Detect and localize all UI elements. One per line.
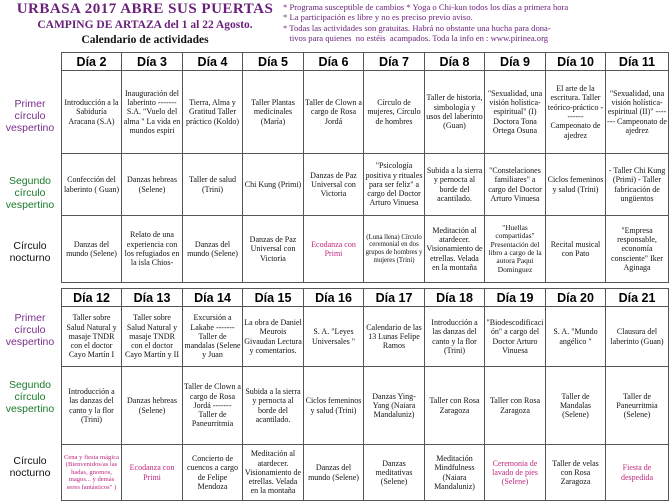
activity-cell: Taller de Paneurritmia (Selene): [606, 367, 669, 445]
activity-cell: Danzas Ying-Yang (Naiara Mandaluniz): [364, 367, 425, 445]
note-line: tivos para quienes no estéis acampados. Toda la info en : www.pirinea.org: [283, 33, 549, 44]
activity-cell: Ecodanza con Primi: [304, 216, 364, 283]
day-header: Día 9: [485, 53, 546, 71]
activity-cell: Subida a la sierra y pernocta al borde del acantilado.: [425, 154, 485, 216]
activity-cell: Danzas de Paz Universal con Victoria: [243, 216, 304, 283]
activity-cell: Cena y fiesta mágica (Bienvenidos/as las hadas, gnomos, magos... y demás seres fantásticos" ): [62, 445, 122, 501]
activity-cell: Taller con Rosa Zaragoza: [425, 367, 485, 445]
activity-cell: Danzas del mundo (Selene): [62, 216, 122, 283]
activity-cell: S. A. "Leyes Universales ": [304, 307, 364, 367]
day-header: Día 6: [304, 53, 364, 71]
activity-cell: Ceremonia de lavado de pies (Selene): [485, 445, 546, 501]
page-subtitle: CAMPING DE ARTAZA del 1 al 22 Agosto.: [37, 19, 253, 31]
row-label-segundo-w2: Segundo círculo vespertino: [5, 379, 55, 415]
row-label-nocturno-w1: Círculo nocturno: [9, 240, 51, 264]
calendar-title: Calendario de actividades: [81, 34, 209, 46]
activity-cell: Chi Kung (Primi): [243, 154, 304, 216]
day-header: Día 4: [183, 53, 243, 71]
activity-cell: Inauguración del laberinto ------- S.A. "Vuelo del alma " La vida en mundos espiri: [122, 71, 183, 154]
note-line: * Todas las actividades son gratuitas. Habrá no obstante una hucha para dona-: [283, 22, 551, 33]
activity-cell: Meditación al atardecer. Visionamiento de etrellas. Velada en la montaña: [243, 445, 304, 501]
activity-cell: Introducción a la Sabiduría Aracana (S.A): [62, 71, 122, 154]
activity-cell: Taller Plantas medicinales (María): [243, 71, 304, 154]
activity-cell: Meditación Mindfulness (Naiara Mandaluniz): [425, 445, 485, 501]
activity-cell: Danzas meditativas (Selene): [364, 445, 425, 501]
activity-cell: Ciclos femeninos y salud (Trini): [304, 367, 364, 445]
activity-cell: "Sexualidad, una visión holística-espiritual (II)" ------- Campeonato de ajedrez: [606, 71, 669, 154]
day-header: Día 15: [243, 289, 304, 307]
activity-cell: Danzas del mundo (Selene): [183, 216, 243, 283]
day-header: Día 7: [364, 53, 425, 71]
calendar-week-2: [61, 288, 669, 501]
day-header: Día 13: [122, 289, 183, 307]
activity-cell: Relato de una experiencia con los refugiados en la isla Chios-: [122, 216, 183, 283]
day-header: Día 5: [243, 53, 304, 71]
activity-cell: Taller con Rosa Zaragoza: [485, 367, 546, 445]
activity-cell: Taller de velas con Rosa Zaragoza: [546, 445, 606, 501]
day-header: Día 17: [364, 289, 425, 307]
day-header: Día 11: [606, 53, 669, 71]
row-label-primer-w1: Primer círculo vespertino: [5, 98, 55, 134]
activity-cell: Confección del laberinto ( Guan): [62, 154, 122, 216]
activity-cell: Taller sobre Salud Natural y masaje TNDR con el doctor Cayo Martín y II: [122, 307, 183, 367]
note-line: * La participación es libre y no es preciso previo aviso.: [283, 12, 473, 23]
day-header: Día 8: [425, 53, 485, 71]
activity-cell: El arte de la escritura. Taller teórico-práctico ------- Campeonato de ajedrez: [546, 71, 606, 154]
note-line: * Programa susceptible de cambios * Yoga o Chi-kun todos los días a primera hora: [283, 2, 569, 12]
activity-cell: Fiesta de despedida: [606, 445, 669, 501]
day-header: Día 2: [62, 53, 122, 71]
activity-cell: Tierra, Alma y Gratitud Taller práctico (Koldo): [183, 71, 243, 154]
calendar-week-1: [61, 52, 669, 283]
activity-cell: Taller de Clown a cargo de Rosa Jordá: [304, 71, 364, 154]
activity-cell: Danzas de Paz Universal con Victoria: [304, 154, 364, 216]
activity-cell: La obra de Daniel Meurois Givaudan Lectura y comentarios.: [243, 307, 304, 367]
activity-cell: "Constelaciones familiares" a cargo del Doctor Arturo Vinuesa: [485, 154, 546, 216]
row-label-primer-w2: Primer círculo vespertino: [5, 312, 55, 348]
activity-cell: Taller de Clown a cargo de Rosa Jordá ------- Taller de Paneurritmia: [183, 367, 243, 445]
activity-cell: Recital musical con Pato: [546, 216, 606, 283]
activity-cell: Taller de salud (Trini): [183, 154, 243, 216]
activity-cell: Ecodanza con Primi: [122, 445, 183, 501]
activity-cell: Taller de historia, simbología y usos del laberinto (Guan): [425, 71, 485, 154]
page-title: URBASA 2017 ABRE SUS PUERTAS: [16, 1, 274, 17]
activity-cell: (Luna llena) Círculo ceremonial en dos grupos de hombres y mujeres (Trini): [364, 216, 425, 283]
day-header: Día 21: [606, 289, 669, 307]
activity-cell: "Empresa responsable, economía consciente" Iker Aginaga: [606, 216, 669, 283]
activity-cell: Taller de Mandalas (Selene): [546, 367, 606, 445]
activity-cell: Subida a la sierra y pernocta al borde del acantilado.: [243, 367, 304, 445]
activity-cell: Taller sobre Salud Natural y masaje TNDR con el doctor Cayo Martín I: [62, 307, 122, 367]
activity-cell: Círculo de mujeres, Círculo de hombres: [364, 71, 425, 154]
row-label-nocturno-w2: Círculo nocturno: [9, 455, 51, 479]
day-header: Día 3: [122, 53, 183, 71]
activity-cell: "Huellas compartidas" Presentación del libro a cargo de la autora Paqui Dominguez: [485, 216, 546, 283]
activity-cell: Excursión a Lakabe ------- Taller de mandalas (Selene y Juan: [183, 307, 243, 367]
activity-cell: Introducción a las danzas del canto y la flor (Trini): [425, 307, 485, 367]
activity-cell: Meditación al atardecer. Visionamiento de etrellas. Velada en la montaña: [425, 216, 485, 283]
row-label-segundo-w1: Segundo círculo vespertino: [5, 175, 55, 211]
notes-block: [283, 2, 668, 44]
day-header: Día 10: [546, 53, 606, 71]
activity-cell: "Sexualidad, una visión holística-espiritual" (I) Doctora Tona Ortega Osuna: [485, 71, 546, 154]
activity-cell: Introducción a las danzas del canto y la flor (Trini): [62, 367, 122, 445]
activity-cell: S. A. "Mundo angélico ": [546, 307, 606, 367]
day-header: Día 14: [183, 289, 243, 307]
activity-cell: Concierto de cuencos a cargo de Felipe Mendoza: [183, 445, 243, 501]
activity-cell: Danzas del mundo (Selene): [304, 445, 364, 501]
activity-cell: Ciclos femeninos y salud (Trini): [546, 154, 606, 216]
activity-cell: Danzas hebreas (Selene): [122, 154, 183, 216]
day-header: Día 18: [425, 289, 485, 307]
activity-cell: Calendario de las 13 Lunas Felipe Ramos: [364, 307, 425, 367]
activity-cell: "Biodescodificación" a cargo del Doctor Arturo Vinuesa: [485, 307, 546, 367]
activity-cell: Clausura del laberinto (Guan): [606, 307, 669, 367]
activity-cell: "Psicología positiva y rituales para ser feliz" a cargo del Doctor Arturo Vinuesa: [364, 154, 425, 216]
activity-cell: - Taller Chi Kung (Primi) - Taller fabricación de ungüentos: [606, 154, 669, 216]
day-header: Día 20: [546, 289, 606, 307]
day-header: Día 19: [485, 289, 546, 307]
day-header: Día 12: [62, 289, 122, 307]
activity-cell: Danzas hebreas (Selene): [122, 367, 183, 445]
day-header: Día 16: [304, 289, 364, 307]
